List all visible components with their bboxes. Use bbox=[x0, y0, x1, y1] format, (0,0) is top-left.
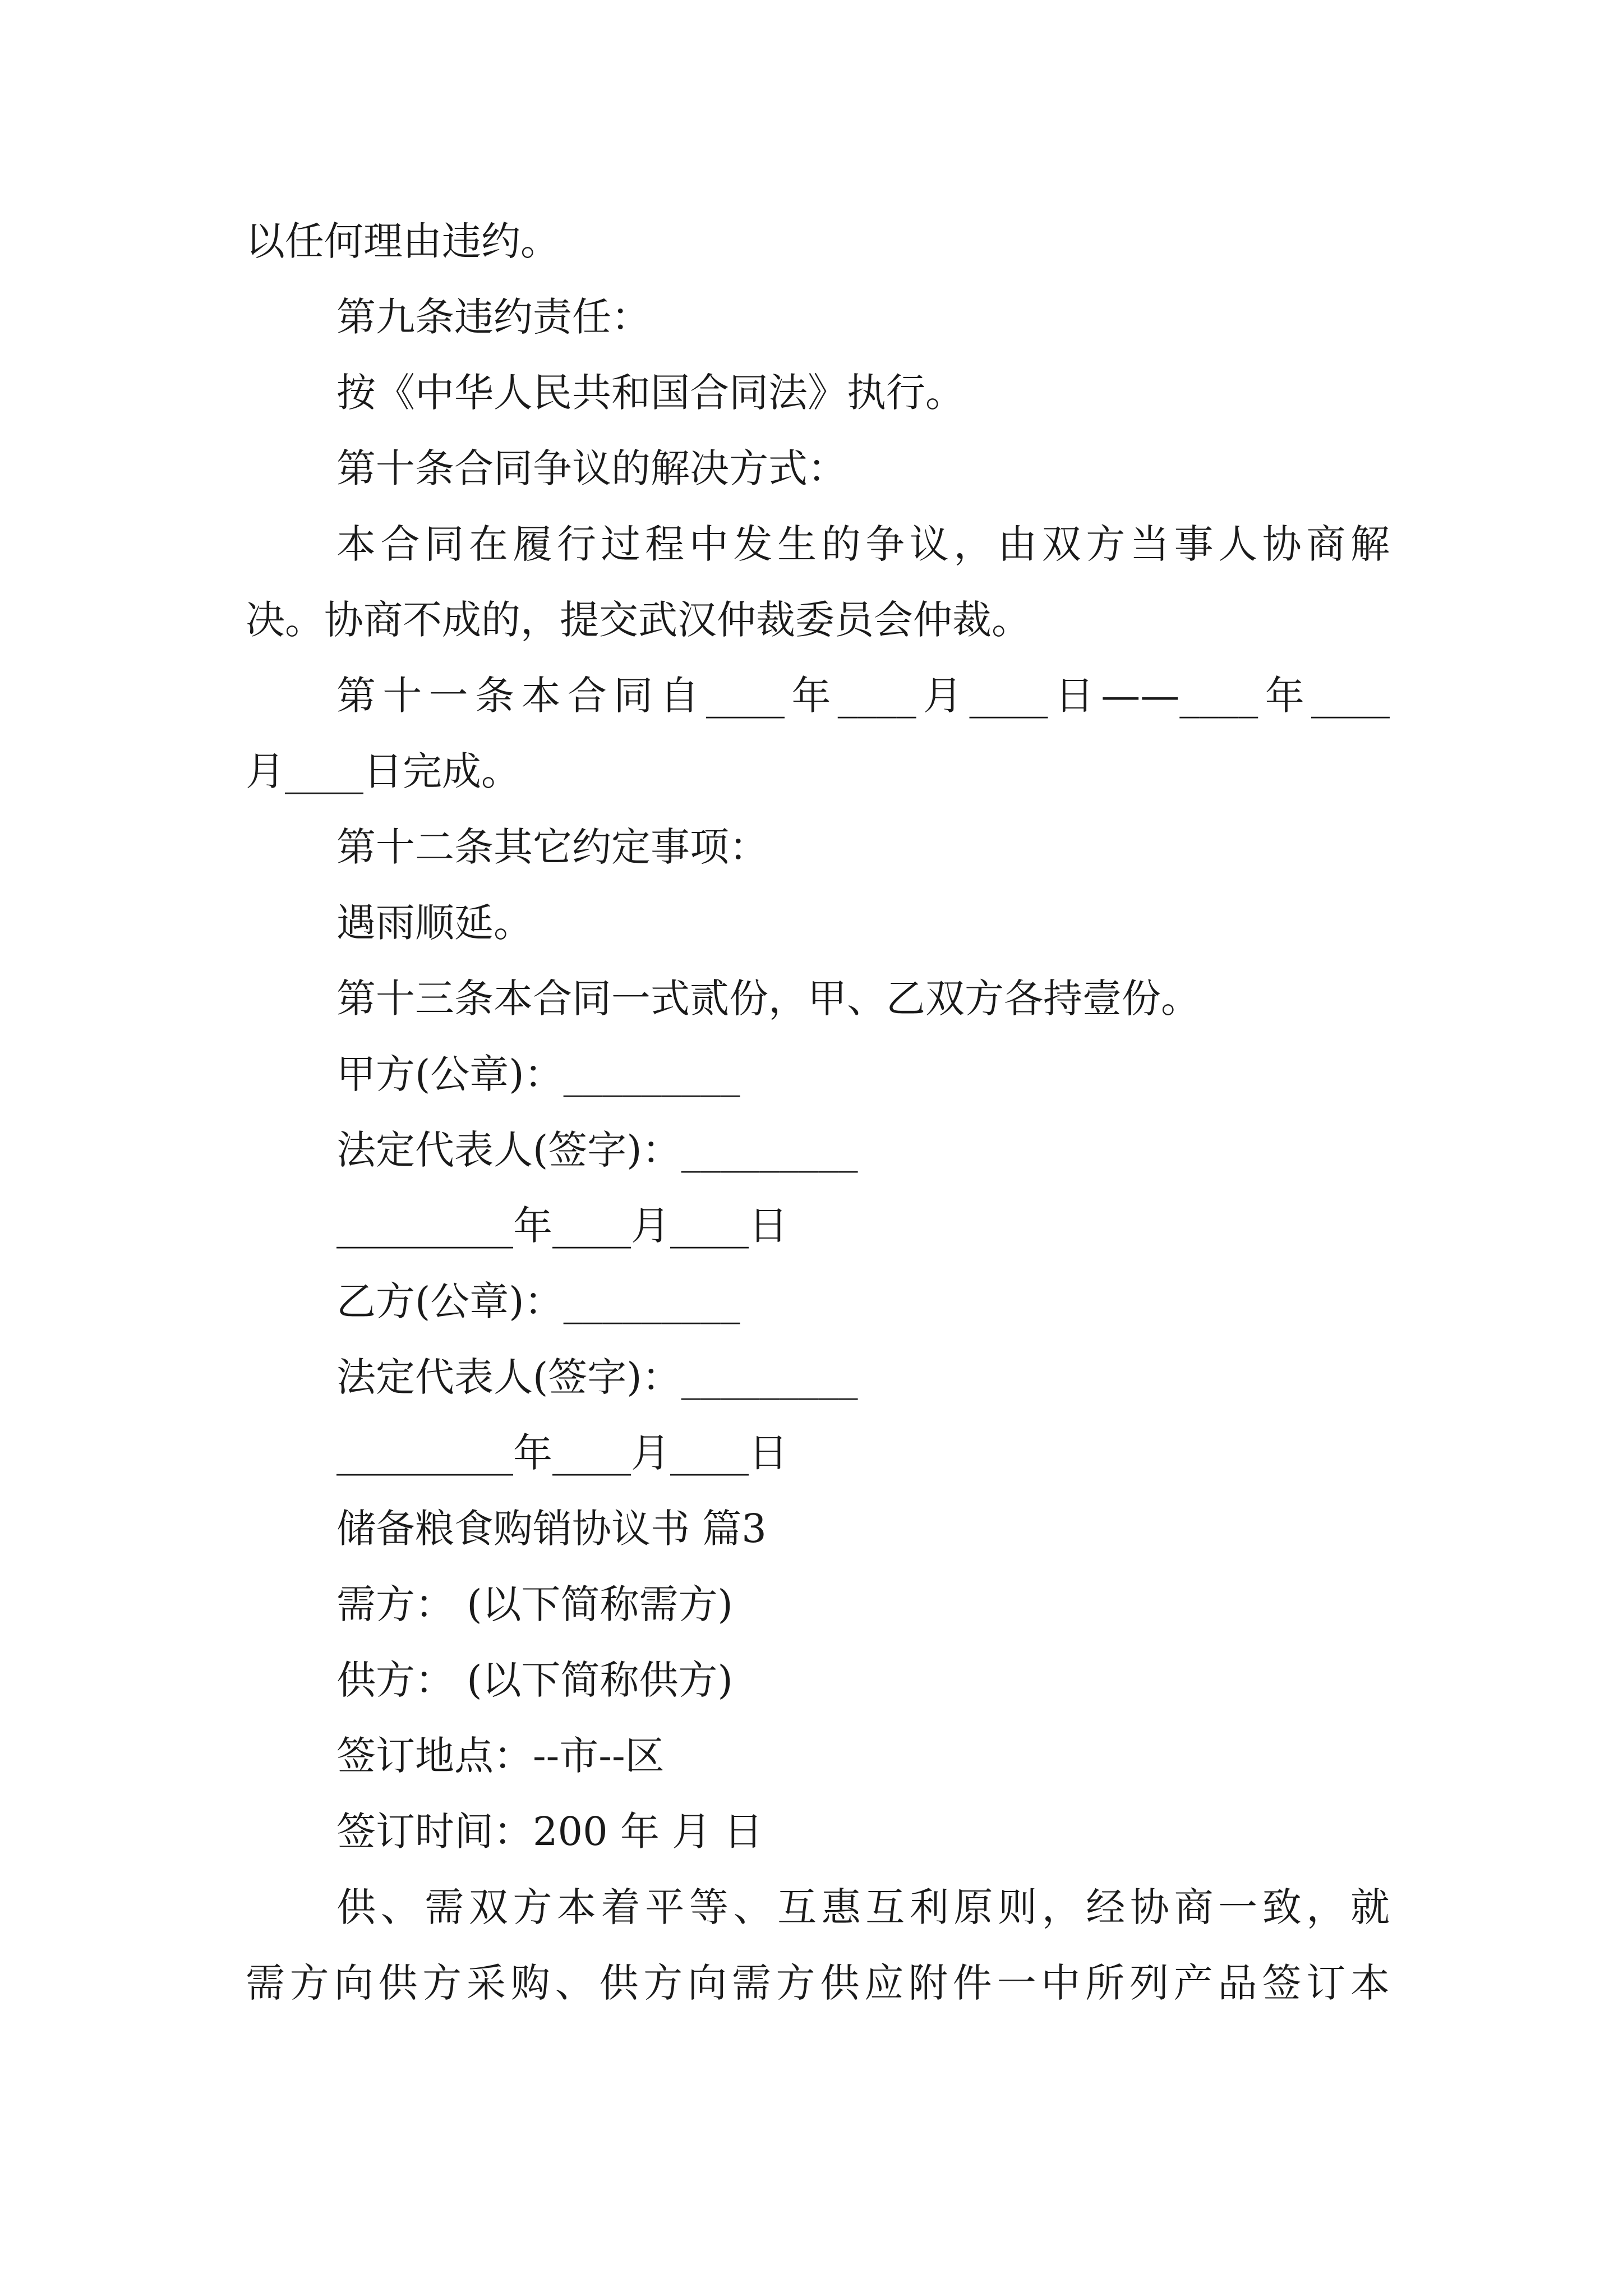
text-line: 供、需双方本着平等、互惠互利原则，经协商一致，就 bbox=[336, 1884, 1390, 1930]
section-title: 储备粮食购销协议书 篇3 bbox=[336, 1506, 767, 1552]
signature-line-party-a: 甲方(公章)：_________ bbox=[336, 1051, 740, 1097]
article-heading: 第十二条其它约定事项： bbox=[336, 824, 768, 870]
text-line: 本合同在履行过程中发生的争议，由双方当事人协商解 bbox=[336, 521, 1390, 567]
date-line-a: _________年____月____日 bbox=[336, 1203, 788, 1249]
date-line-b: _________年____月____日 bbox=[336, 1430, 788, 1476]
article-heading: 第九条违约责任： bbox=[336, 294, 651, 340]
text-line: 以任何理由违约。 bbox=[246, 218, 560, 264]
text-line: 第十三条本合同一式贰份，甲、乙双方各持壹份。 bbox=[336, 976, 1200, 1022]
text-line: 按《中华人民共和国合同法》执行。 bbox=[336, 370, 965, 416]
text-line: 需方向供方采购、供方向需方供应附件一中所列产品签订本 bbox=[246, 1960, 1390, 2006]
text-line: 签订时间：200 年 月 日 bbox=[336, 1809, 763, 1855]
signature-line-representative-a: 法定代表人(签字)：_________ bbox=[336, 1127, 858, 1173]
text-line: 供方： (以下简称供方) bbox=[336, 1657, 733, 1703]
signature-line-party-b: 乙方(公章)：_________ bbox=[336, 1278, 740, 1324]
text-line: 第十一条本合同自____年____月____日——____年____ bbox=[336, 673, 1390, 719]
text-line: 遇雨顺延。 bbox=[336, 900, 533, 946]
text-line: 签订地点：--市--区 bbox=[336, 1733, 665, 1779]
article-heading: 第十条合同争议的解决方式： bbox=[336, 445, 847, 491]
signature-line-representative-b: 法定代表人(签字)：_________ bbox=[336, 1354, 858, 1400]
text-line: 决。协商不成的，提交武汉仲裁委员会仲裁。 bbox=[246, 597, 1031, 643]
text-line: 月____日完成。 bbox=[246, 748, 520, 794]
text-line: 需方： (以下简称需方) bbox=[336, 1581, 733, 1627]
